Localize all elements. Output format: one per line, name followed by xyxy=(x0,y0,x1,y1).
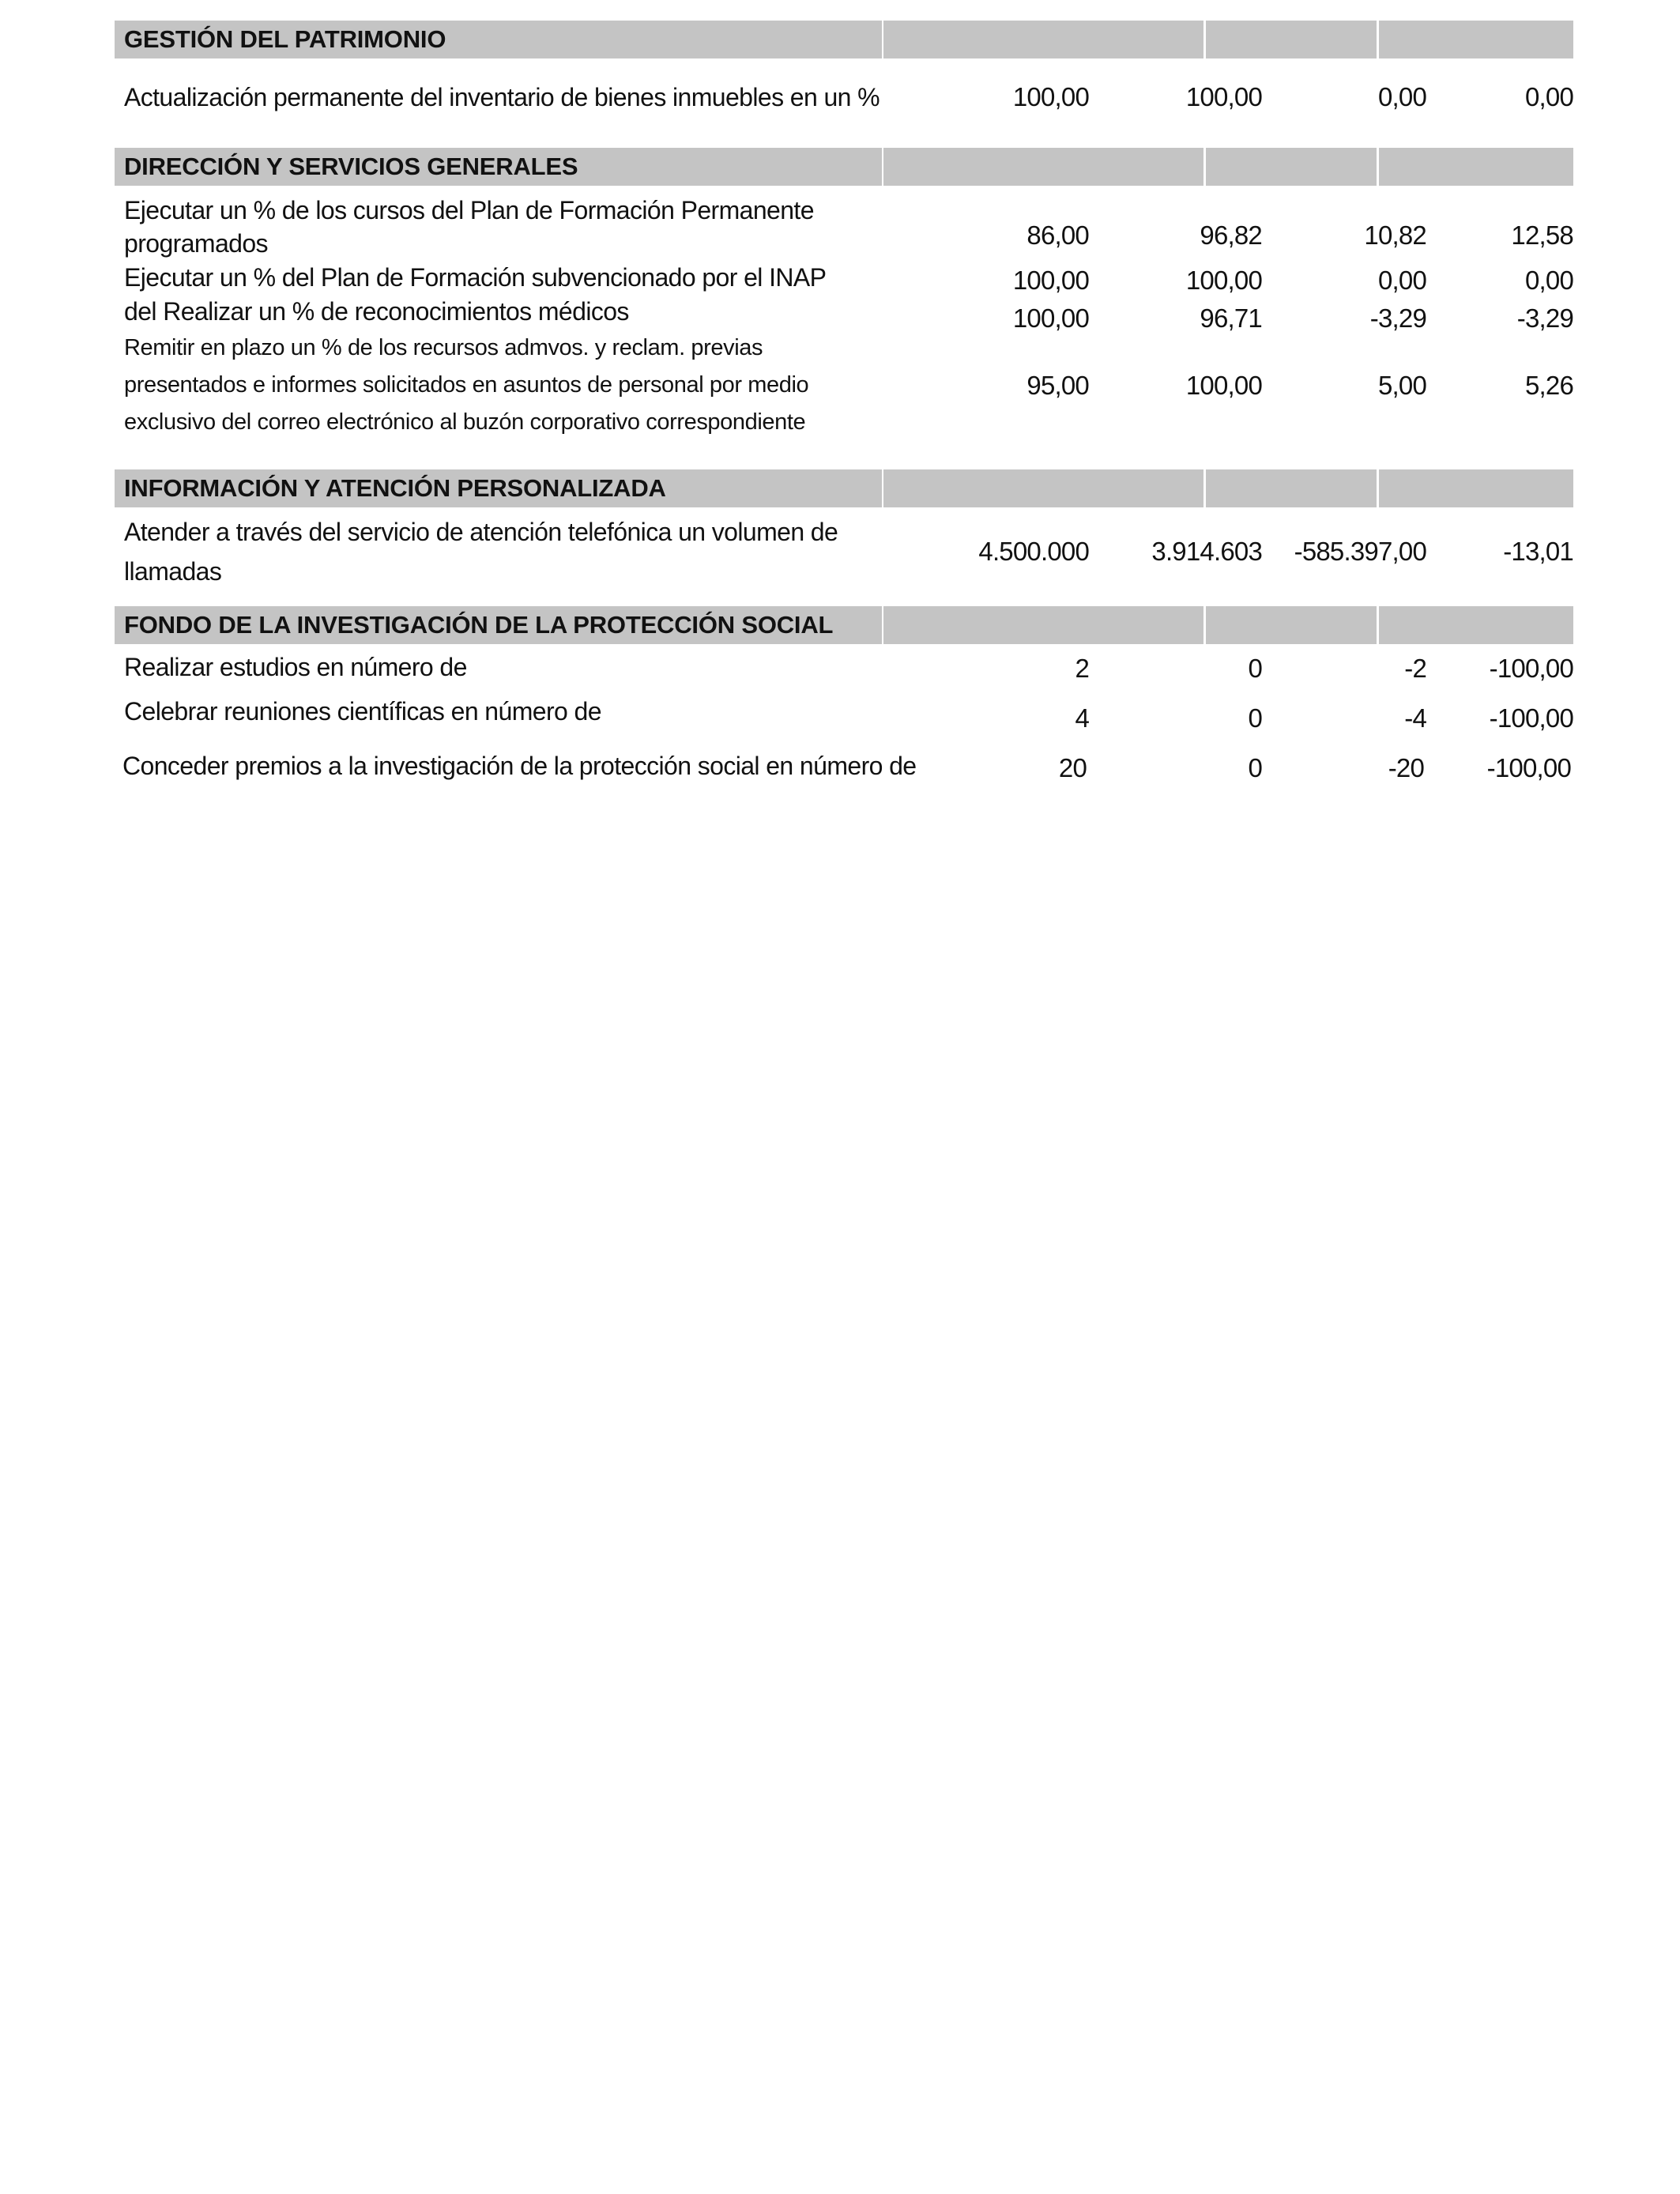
header-cell xyxy=(1206,148,1377,186)
value-cell: 3.914.603 xyxy=(1151,537,1262,566)
table-row xyxy=(115,261,1573,296)
table-row xyxy=(115,295,1573,333)
row-label: Conceder premios a la investigación de la protección social en número de xyxy=(122,752,917,780)
header-cell xyxy=(1379,606,1573,644)
section-informacion-atencion xyxy=(115,469,1573,596)
value-cell: 0,00 xyxy=(1524,266,1573,295)
value-cell: 10,82 xyxy=(1364,221,1426,250)
value-cell: 0 xyxy=(1248,654,1262,683)
value-cell: 100,00 xyxy=(1012,82,1089,111)
section-gestion-patrimonio xyxy=(115,21,1573,131)
table-row xyxy=(115,81,1573,115)
header-cell xyxy=(883,469,1203,507)
value-cell: -100,00 xyxy=(1486,753,1571,782)
value-cell: 2 xyxy=(1075,654,1089,683)
section-header xyxy=(115,21,1573,58)
section-title: GESTIÓN DEL PATRIMONIO xyxy=(115,21,882,58)
value-cell: 100,00 xyxy=(1012,266,1089,295)
row-label: Remitir en plazo un % de los recursos admvos. y reclam. previas presentados e informes solicitados en asuntos de personal por medio exclusivo del correo electrónico al buzón corporativo correspondiente xyxy=(124,335,809,435)
row-label: del Realizar un % de reconocimientos médicos xyxy=(124,297,629,326)
table-row xyxy=(115,330,1573,444)
value-cell: 5,26 xyxy=(1524,371,1573,400)
value-cell: -4 xyxy=(1404,703,1426,733)
header-cell xyxy=(883,606,1203,644)
value-cell: -2 xyxy=(1404,654,1426,683)
value-cell: -3,29 xyxy=(1369,303,1426,333)
section-header xyxy=(115,148,1573,186)
header-cell xyxy=(1379,21,1573,58)
section-title: DIRECCIÓN Y SERVICIOS GENERALES xyxy=(115,148,882,186)
value-cell: 95,00 xyxy=(1026,371,1089,400)
value-cell: 4.500.000 xyxy=(978,537,1089,566)
value-cell: 0 xyxy=(1248,753,1262,782)
table-row xyxy=(115,650,1573,685)
header-cell xyxy=(1379,148,1573,186)
section-title: FONDO DE LA INVESTIGACIÓN DE LA PROTECCIÓN SOCIAL xyxy=(115,606,882,644)
value-cell: 100,00 xyxy=(1185,266,1262,295)
row-label: Celebrar reuniones científicas en número de xyxy=(124,697,601,726)
value-cell: 0,00 xyxy=(1377,82,1426,111)
value-cell: 0 xyxy=(1248,703,1262,733)
row-label: Realizar estudios en número de xyxy=(124,653,467,681)
value-cell: 86,00 xyxy=(1026,221,1089,250)
section-direccion-servicios xyxy=(115,148,1573,448)
header-cell xyxy=(1206,21,1377,58)
value-cell: -13,01 xyxy=(1503,537,1573,566)
value-cell: 96,82 xyxy=(1200,221,1262,250)
header-cell xyxy=(1206,469,1377,507)
row-label: Ejecutar un % del Plan de Formación subvencionado por el INAP xyxy=(124,263,827,292)
row-label: Atender a través del servicio de atención telefónica un volumen de llamadas xyxy=(124,518,838,586)
value-cell: -3,29 xyxy=(1516,303,1573,333)
value-cell: 100,00 xyxy=(1185,371,1262,400)
header-cell xyxy=(883,21,1203,58)
value-cell: 96,71 xyxy=(1200,303,1262,333)
value-cell: -585.397,00 xyxy=(1294,537,1426,566)
value-cell: 0,00 xyxy=(1377,266,1426,295)
section-header xyxy=(115,469,1573,507)
row-label: Ejecutar un % de los cursos del Plan de Formación Permanente programados xyxy=(124,196,814,258)
value-cell: 5,00 xyxy=(1377,371,1426,400)
header-cell xyxy=(883,148,1203,186)
header-cell xyxy=(1206,606,1377,644)
table-row xyxy=(115,695,1573,734)
value-cell: 100,00 xyxy=(1012,303,1089,333)
table-row xyxy=(115,194,1573,262)
value-cell: 4 xyxy=(1075,703,1089,733)
section-fondo-investigacion xyxy=(115,606,1573,796)
value-cell: 0,00 xyxy=(1524,82,1573,111)
row-label: Actualización permanente del inventario de bienes inmuebles en un % xyxy=(124,83,880,111)
table-row xyxy=(115,512,1573,591)
header-cell xyxy=(1379,469,1573,507)
value-cell: 20 xyxy=(1058,753,1087,782)
value-cell: -100,00 xyxy=(1489,654,1573,683)
value-cell: 100,00 xyxy=(1185,82,1262,111)
value-cell: 12,58 xyxy=(1511,221,1573,250)
table-row xyxy=(115,749,1573,789)
section-header xyxy=(115,606,1573,644)
section-title: INFORMACIÓN Y ATENCIÓN PERSONALIZADA xyxy=(115,469,882,507)
value-cell: -100,00 xyxy=(1489,703,1573,733)
value-cell: -20 xyxy=(1388,753,1424,782)
